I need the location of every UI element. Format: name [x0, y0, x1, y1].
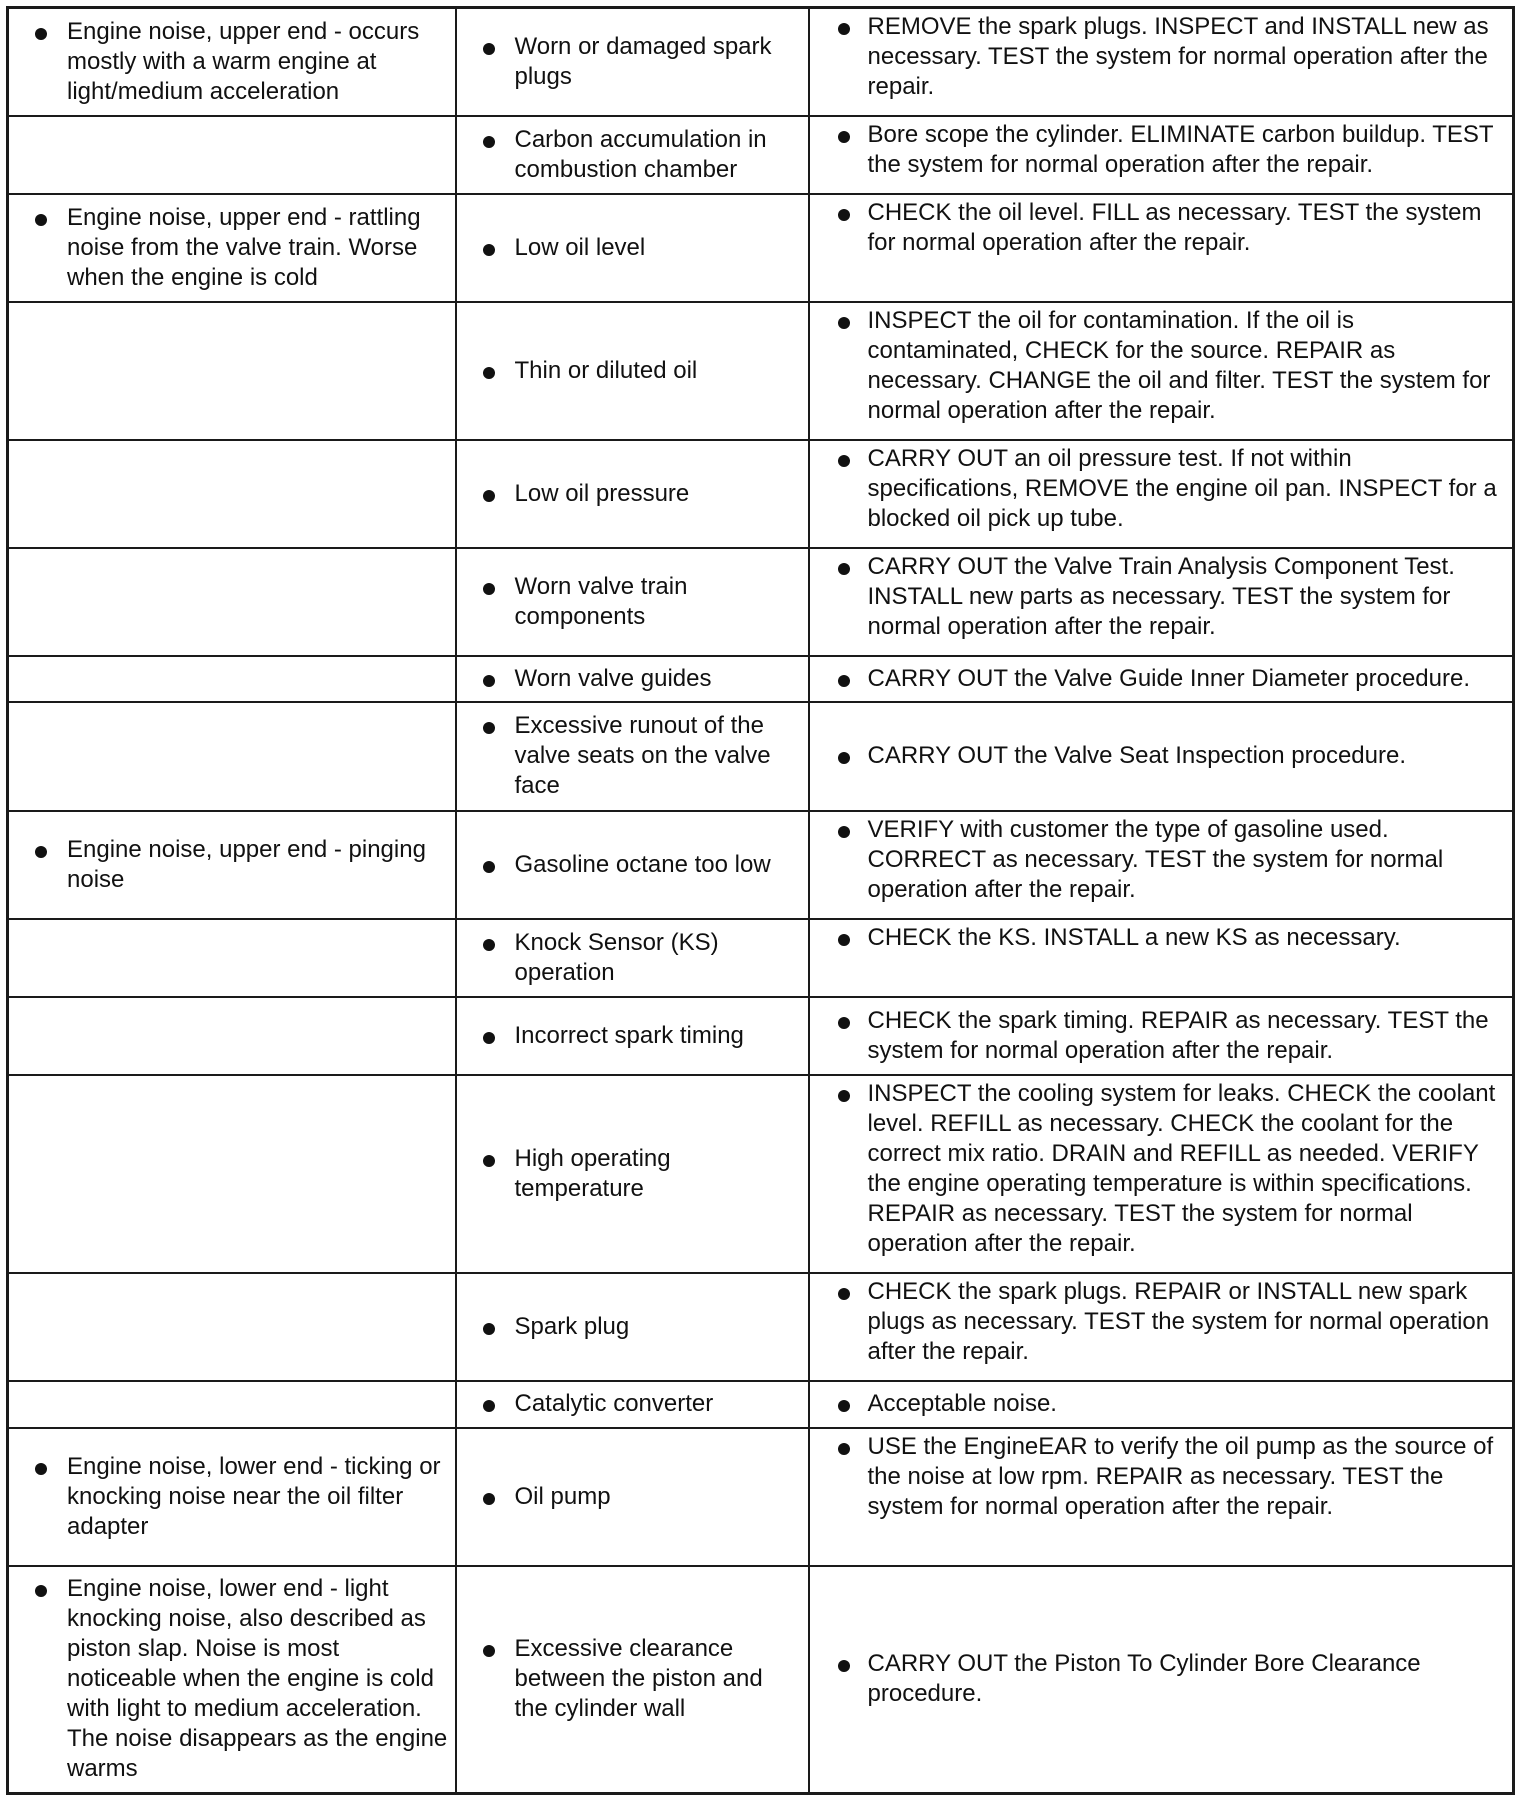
action-item [810, 1386, 1513, 1422]
table-row [8, 194, 1514, 302]
bullet-icon [483, 1155, 495, 1167]
bullet-icon [838, 826, 850, 838]
bullet-icon [838, 1090, 850, 1102]
diagnostic-table-body [8, 8, 1514, 1794]
action-text: VERIFY with customer the type of gasoline used. CORRECT as necessary. TEST the system for normal operation after the repair. [867, 815, 1444, 903]
cause-item [457, 1383, 808, 1425]
condition-cell [8, 116, 456, 194]
cause-cell [456, 8, 809, 116]
action-item [810, 661, 1513, 697]
cause-cell [456, 919, 809, 997]
action-cell [809, 8, 1514, 116]
cause-item [457, 227, 808, 269]
bullet-icon [838, 455, 850, 467]
cause-item [457, 26, 808, 98]
action-item [810, 920, 1513, 956]
action-item [810, 1274, 1513, 1370]
table-row [8, 1075, 1514, 1273]
bullet-icon [483, 675, 495, 687]
bullet-icon [483, 1032, 495, 1044]
cause-text: Gasoline octane too low [514, 850, 771, 878]
bullet-icon [838, 23, 850, 35]
condition-cell [8, 811, 456, 919]
action-text: CARRY OUT the Piston To Cylinder Bore Clearance procedure. [867, 1650, 1421, 1708]
cause-text: Thin or diluted oil [514, 356, 698, 384]
table-row [8, 1273, 1514, 1381]
cause-item [457, 1306, 808, 1348]
cause-item [457, 922, 808, 994]
table-row [8, 702, 1514, 811]
action-cell [809, 440, 1514, 548]
bullet-icon [838, 1400, 850, 1412]
action-cell [809, 194, 1514, 302]
cause-text: Spark plug [514, 1312, 630, 1340]
action-cell [809, 997, 1514, 1075]
cause-cell [456, 194, 809, 302]
action-text: USE the EngineEAR to verify the oil pump as the source of the noise at low rpm. REPAIR as necessary. TEST the system for normal operation after the repair. [867, 1432, 1494, 1520]
bullet-icon [838, 1017, 850, 1029]
condition-text: Engine noise, lower end - light knocking noise, also described as piston slap. Noise is most noticeable when the engine is cold with light to medium acceleration. The noise disappears as the engine warms [67, 1575, 448, 1783]
condition-cell [8, 1428, 456, 1566]
cause-item [457, 844, 808, 886]
action-cell [809, 1428, 1514, 1566]
condition-text: Engine noise, upper end - pinging noise [67, 835, 426, 893]
action-text: CARRY OUT an oil pressure test. If not within specifications, REMOVE the engine oil pan. INSPECT for a blocked oil pick up tube. [867, 444, 1497, 532]
condition-text: Engine noise, upper end - rattling noise from the valve train. Worse when the engine is cold [67, 203, 421, 291]
action-text: Acceptable noise. [867, 1390, 1057, 1417]
condition-item [9, 11, 455, 113]
action-item [810, 117, 1513, 183]
bullet-icon [483, 43, 495, 55]
condition-cell [8, 919, 456, 997]
action-text: INSPECT the cooling system for leaks. CHECK the coolant level. REFILL as necessary. CHECK the coolant for the correct mix ratio. DRAIN and REFILL as needed. VERIFY the engine operating temperature is within specifications. REPAIR as necessary. TEST the system for normal operation after the repair. [867, 1079, 1496, 1257]
action-cell [809, 1381, 1514, 1428]
bullet-icon [838, 1443, 850, 1455]
cause-cell [456, 1273, 809, 1381]
cause-text: Low oil level [514, 233, 646, 261]
condition-cell [8, 302, 456, 440]
cause-item [457, 1015, 808, 1057]
cause-text: High operating temperature [514, 1144, 671, 1202]
action-text: Bore scope the cylinder. ELIMINATE carbon buildup. TEST the system for normal operation after the repair. [867, 120, 1494, 178]
table-row [8, 919, 1514, 997]
action-text: CARRY OUT the Valve Seat Inspection procedure. [867, 742, 1407, 769]
bullet-icon [483, 1645, 495, 1657]
cause-cell [456, 811, 809, 919]
condition-item [9, 197, 455, 299]
bullet-icon [483, 722, 495, 734]
cause-item [457, 1138, 808, 1210]
cause-text: Excessive clearance between the piston and the cylinder wall [514, 1635, 763, 1723]
condition-text: Engine noise, lower end - ticking or knocking noise near the oil filter adapter [67, 1452, 441, 1540]
cause-cell [456, 1566, 809, 1794]
cause-text: Excessive runout of the valve seats on the valve face [514, 712, 771, 799]
condition-cell [8, 440, 456, 548]
cause-text: Knock Sensor (KS) operation [514, 928, 719, 986]
bullet-icon [483, 939, 495, 951]
condition-cell [8, 702, 456, 811]
table-row [8, 8, 1514, 116]
action-text: CHECK the spark timing. REPAIR as necessary. TEST the system for normal operation after the repair. [867, 1006, 1489, 1064]
bullet-icon [838, 131, 850, 143]
action-text: CHECK the spark plugs. REPAIR or INSTALL new spark plugs as necessary. TEST the system for normal operation after the repair. [867, 1277, 1490, 1365]
cause-cell [456, 1428, 809, 1566]
cause-text: Catalytic converter [514, 1390, 714, 1417]
action-cell [809, 811, 1514, 919]
action-item [810, 195, 1513, 261]
cause-cell [456, 548, 809, 656]
bullet-icon [35, 1463, 47, 1475]
cause-item [457, 1628, 808, 1730]
bullet-icon [483, 244, 495, 256]
condition-item [9, 829, 455, 901]
bullet-icon [483, 583, 495, 595]
condition-cell [8, 194, 456, 302]
cause-cell [456, 302, 809, 440]
action-text: CHECK the oil level. FILL as necessary. TEST the system for normal operation after the repair. [867, 198, 1482, 256]
bullet-icon [483, 1400, 495, 1412]
action-item [810, 441, 1513, 537]
action-item [810, 1429, 1513, 1525]
bullet-icon [483, 136, 495, 148]
action-cell [809, 1075, 1514, 1273]
condition-cell [8, 548, 456, 656]
table-row [8, 656, 1514, 702]
bullet-icon [483, 861, 495, 873]
cause-text: Carbon accumulation in combustion chamber [514, 125, 767, 183]
action-item [810, 549, 1513, 645]
bullet-icon [838, 1660, 850, 1672]
cause-text: Worn or damaged spark plugs [514, 32, 772, 90]
bullet-icon [35, 846, 47, 858]
cause-cell [456, 440, 809, 548]
action-text: REMOVE the spark plugs. INSPECT and INSTALL new as necessary. TEST the system for normal operation after the repair. [867, 13, 1489, 100]
cause-item [457, 705, 808, 807]
cause-cell [456, 702, 809, 811]
bullet-icon [838, 1288, 850, 1300]
bullet-icon [838, 675, 850, 687]
action-item [810, 1076, 1513, 1262]
cause-text: Worn valve guides [514, 664, 712, 692]
action-text: INSPECT the oil for contamination. If the oil is contaminated, CHECK for the source. REPAIR as necessary. CHANGE the oil and filter. TEST the system for normal operation after the repair. [867, 306, 1491, 424]
condition-text: Engine noise, upper end - occurs mostly with a warm engine at light/medium acceleration [67, 17, 420, 105]
action-text: CARRY OUT the Valve Guide Inner Diameter procedure. [867, 664, 1471, 692]
bullet-icon [35, 28, 47, 40]
action-cell [809, 656, 1514, 702]
action-item [810, 738, 1513, 774]
condition-cell [8, 1566, 456, 1794]
cause-item [457, 658, 808, 700]
cause-text: Oil pump [514, 1482, 611, 1510]
action-cell [809, 548, 1514, 656]
action-cell [809, 1273, 1514, 1381]
condition-cell [8, 1381, 456, 1428]
cause-item [457, 473, 808, 515]
table-row [8, 548, 1514, 656]
diagnostic-table [6, 6, 1515, 1795]
action-item [810, 1646, 1513, 1712]
bullet-icon [35, 214, 47, 226]
table-row [8, 1381, 1514, 1428]
cause-item [457, 566, 808, 638]
cause-item [457, 350, 808, 392]
bullet-icon [483, 490, 495, 502]
condition-item [9, 1446, 455, 1548]
bullet-icon [838, 317, 850, 329]
cause-cell [456, 1381, 809, 1428]
cause-text: Low oil pressure [514, 479, 690, 507]
bullet-icon [838, 934, 850, 946]
cause-text: Incorrect spark timing [514, 1021, 744, 1049]
bullet-icon [838, 752, 850, 764]
table-row [8, 116, 1514, 194]
condition-cell [8, 656, 456, 702]
cause-cell [456, 997, 809, 1075]
table-row [8, 811, 1514, 919]
action-cell [809, 919, 1514, 997]
action-text: CHECK the KS. INSTALL a new KS as necessary. [867, 923, 1401, 951]
bullet-icon [838, 209, 850, 221]
condition-cell [8, 997, 456, 1075]
cause-cell [456, 1075, 809, 1273]
bullet-icon [838, 563, 850, 575]
table-row [8, 1566, 1514, 1794]
action-item [810, 303, 1513, 429]
table-row [8, 302, 1514, 440]
cause-cell [456, 116, 809, 194]
bullet-icon [483, 1323, 495, 1335]
bullet-icon [483, 1493, 495, 1505]
action-text: CARRY OUT the Valve Train Analysis Component Test. INSTALL new parts as necessary. TEST the system for normal operation after the repair. [867, 552, 1455, 640]
cause-item [457, 119, 808, 191]
action-cell [809, 116, 1514, 194]
condition-cell [8, 8, 456, 116]
action-cell [809, 702, 1514, 811]
condition-cell [8, 1273, 456, 1381]
action-item [810, 9, 1513, 105]
condition-item [9, 1568, 455, 1790]
table-row [8, 997, 1514, 1075]
table-row [8, 440, 1514, 548]
cause-cell [456, 656, 809, 702]
cause-text: Worn valve train components [514, 572, 688, 630]
action-item [810, 812, 1513, 908]
table-row [8, 1428, 1514, 1566]
action-cell [809, 1566, 1514, 1794]
bullet-icon [483, 367, 495, 379]
cause-item [457, 1476, 808, 1518]
bullet-icon [35, 1585, 47, 1597]
condition-cell [8, 1075, 456, 1273]
action-cell [809, 302, 1514, 440]
action-item [810, 1003, 1513, 1069]
